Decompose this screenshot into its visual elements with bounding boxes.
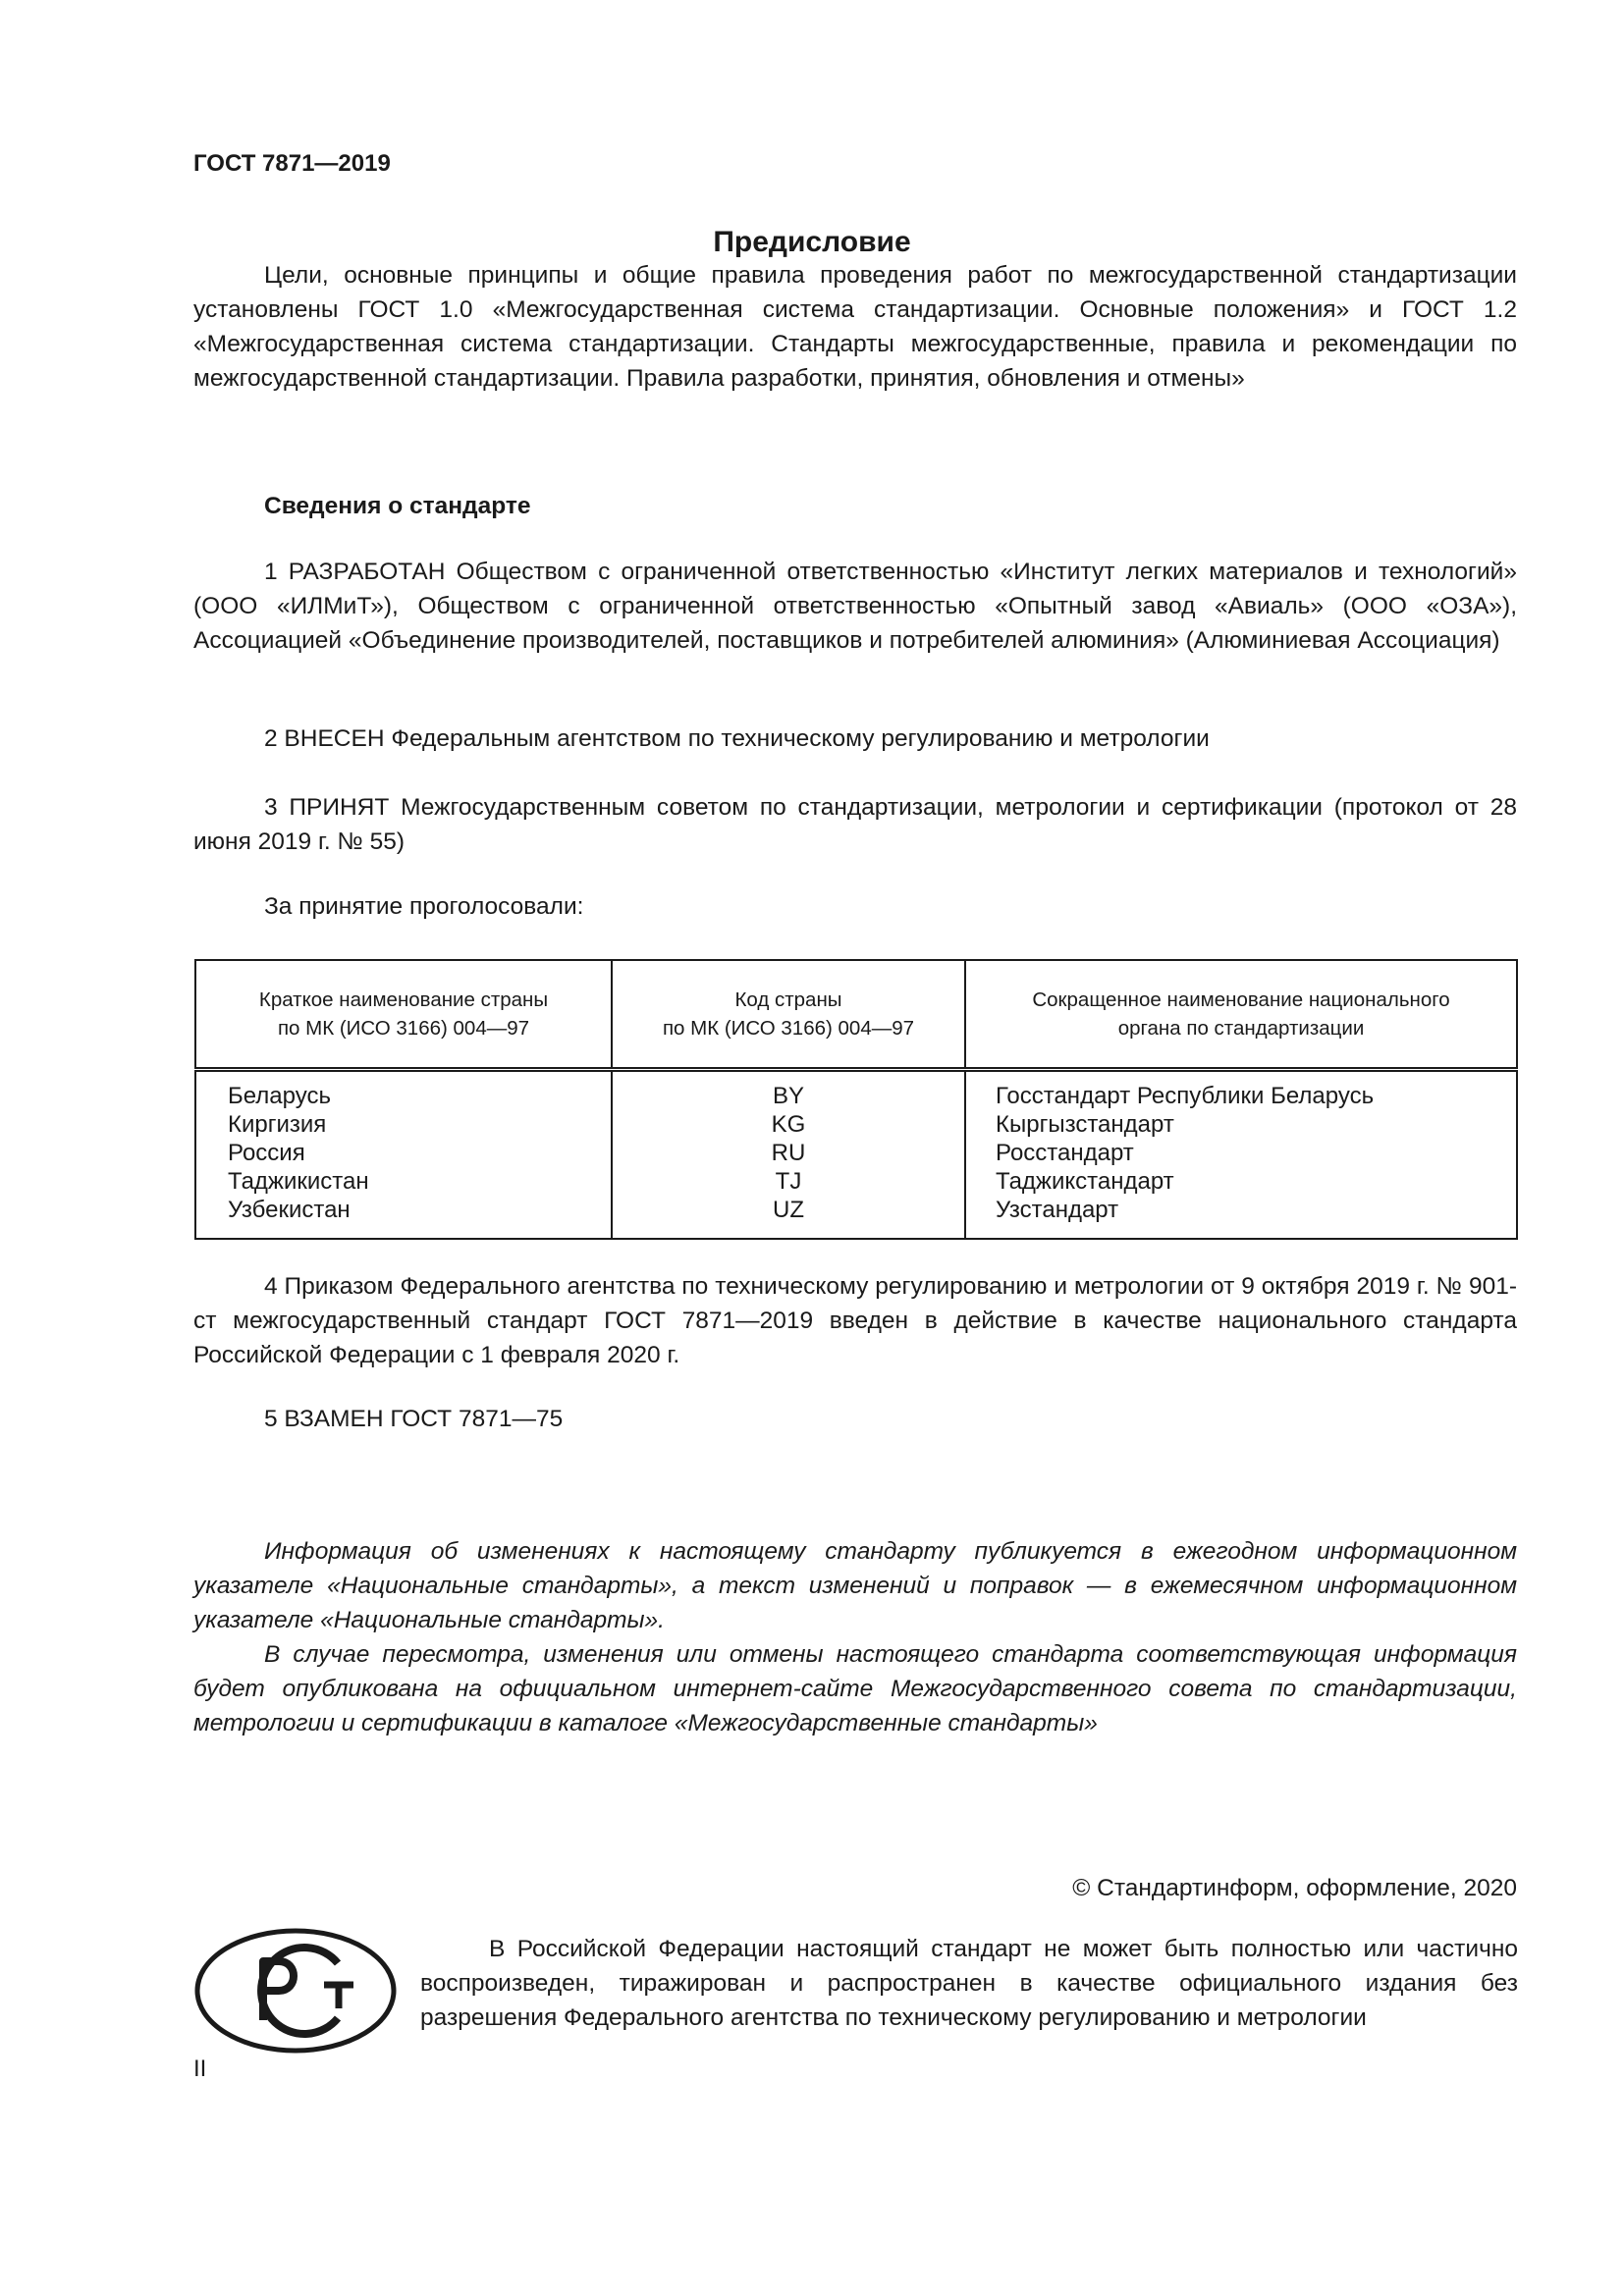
organization-name: Росстандарт (996, 1140, 1134, 1166)
column-header-organization (965, 960, 1517, 1070)
country-name: Беларусь (228, 1083, 331, 1109)
column-header-country (195, 960, 612, 1070)
reproduction-notice: В Российской Федерации настоящий стандарт не может быть полностью или частично воспроизведен, тиражирован и распространен в качестве официального издания без разрешения Федерального агентства по техническому регулированию и метрологии (420, 1936, 1518, 2031)
column-header-code (612, 960, 965, 1070)
voted-label: За принятие проголосовали: (264, 893, 584, 920)
table-header-row (195, 960, 1517, 1070)
column-header-line: Код страны (734, 988, 842, 1011)
country-names-cell (195, 1070, 612, 1240)
document-code-header: ГОСТ 7871—2019 (193, 150, 391, 177)
organizations-cell (965, 1070, 1517, 1240)
country-code: RU (771, 1140, 806, 1166)
page-number: II (193, 2056, 207, 2082)
voting-countries-table (194, 959, 1518, 1240)
country-name: Таджикистан (228, 1168, 369, 1195)
country-name: Узбекистан (228, 1197, 351, 1223)
item-developed: 1 РАЗРАБОТАН Обществом с ограниченной ответственностью «Институт легких материалов и технологий» (ООО «ИЛМиТ»), Обществом с ограниченной ответственностью «Опытный завод «Авиаль» (ООО «ОЗА»), Ассоциацией «Объединение производителей, поставщиков и потребителей алюминия» (Алюминиевая Ассоциация) (193, 559, 1517, 654)
organization-name: Госстандарт Республики Беларусь (996, 1083, 1375, 1109)
item-replaces: 5 ВЗАМЕН ГОСТ 7871—75 (264, 1406, 564, 1432)
organization-name: Кыргызстандарт (996, 1111, 1174, 1138)
country-codes-cell (612, 1070, 965, 1240)
country-name: Россия (228, 1140, 305, 1166)
country-code: BY (772, 1083, 804, 1109)
item-submitted: 2 ВНЕСЕН Федеральным агентством по техническому регулированию и метрологии (264, 725, 1210, 752)
column-header-line: по МК (ИСО 3166) 004—97 (662, 1017, 915, 1040)
country-code: KG (771, 1111, 806, 1138)
info-heading: Сведения о стандарте (264, 493, 531, 519)
column-header-line: Краткое наименование страны (258, 988, 549, 1011)
copyright-line: © Стандартинформ, оформление, 2020 (1072, 1875, 1517, 1901)
rst-certification-logo-icon (194, 1928, 397, 2058)
column-header-line: органа по стандартизации (1117, 1017, 1365, 1040)
column-header-line: по МК (ИСО 3166) 004—97 (277, 1017, 530, 1040)
country-code: UZ (773, 1197, 804, 1223)
intro-paragraph: Цели, основные принципы и общие правила проведения работ по межгосударственной стандартизации установлены ГОСТ 1.0 «Межгосударственная система стандартизации. Основные положения» и ГОСТ 1.2 «Межгосударственная система стандартизации. Стандарты межгосударственные, правила и рекомендации по межгосударственной стандартизации. Правила разработки, принятия, обновления и отмены» (193, 262, 1517, 392)
page-title: Предисловие (713, 226, 911, 258)
column-header-line: Сокращенное наименование национального (1032, 988, 1450, 1011)
item-order: 4 Приказом Федерального агентства по техническому регулированию и метрологии от 9 октября 2019 г. № 901-ст межгосударственный стандарт ГОСТ 7871—2019 введен в действие в качестве национального стандарта Российской Федерации с 1 февраля 2020 г. (193, 1273, 1517, 1368)
organization-name: Таджикстандарт (996, 1168, 1174, 1195)
country-code: TJ (775, 1168, 802, 1195)
table-body-row (195, 1070, 1517, 1240)
item-adopted: 3 ПРИНЯТ Межгосударственным советом по стандартизации, метрологии и сертификации (протокол от 28 июня 2019 г. № 55) (193, 794, 1517, 855)
country-name: Киргизия (228, 1111, 327, 1138)
organization-name: Узстандарт (996, 1197, 1119, 1223)
info-note-changes: Информация об изменениях к настоящему стандарту публикуется в ежегодном информационном указателе «Национальные стандарты», а текст изменений и поправок — в ежемесячном информационном указателе «Национальные стандарты». (193, 1538, 1517, 1633)
info-note-revision: В случае пересмотра, изменения или отмены настоящего стандарта соответствующая информация будет опубликована на официальном интернет-сайте Межгосударственного совета по стандартизации, метрологии и сертификации в каталоге «Межгосударственные стандарты» (193, 1641, 1517, 1736)
